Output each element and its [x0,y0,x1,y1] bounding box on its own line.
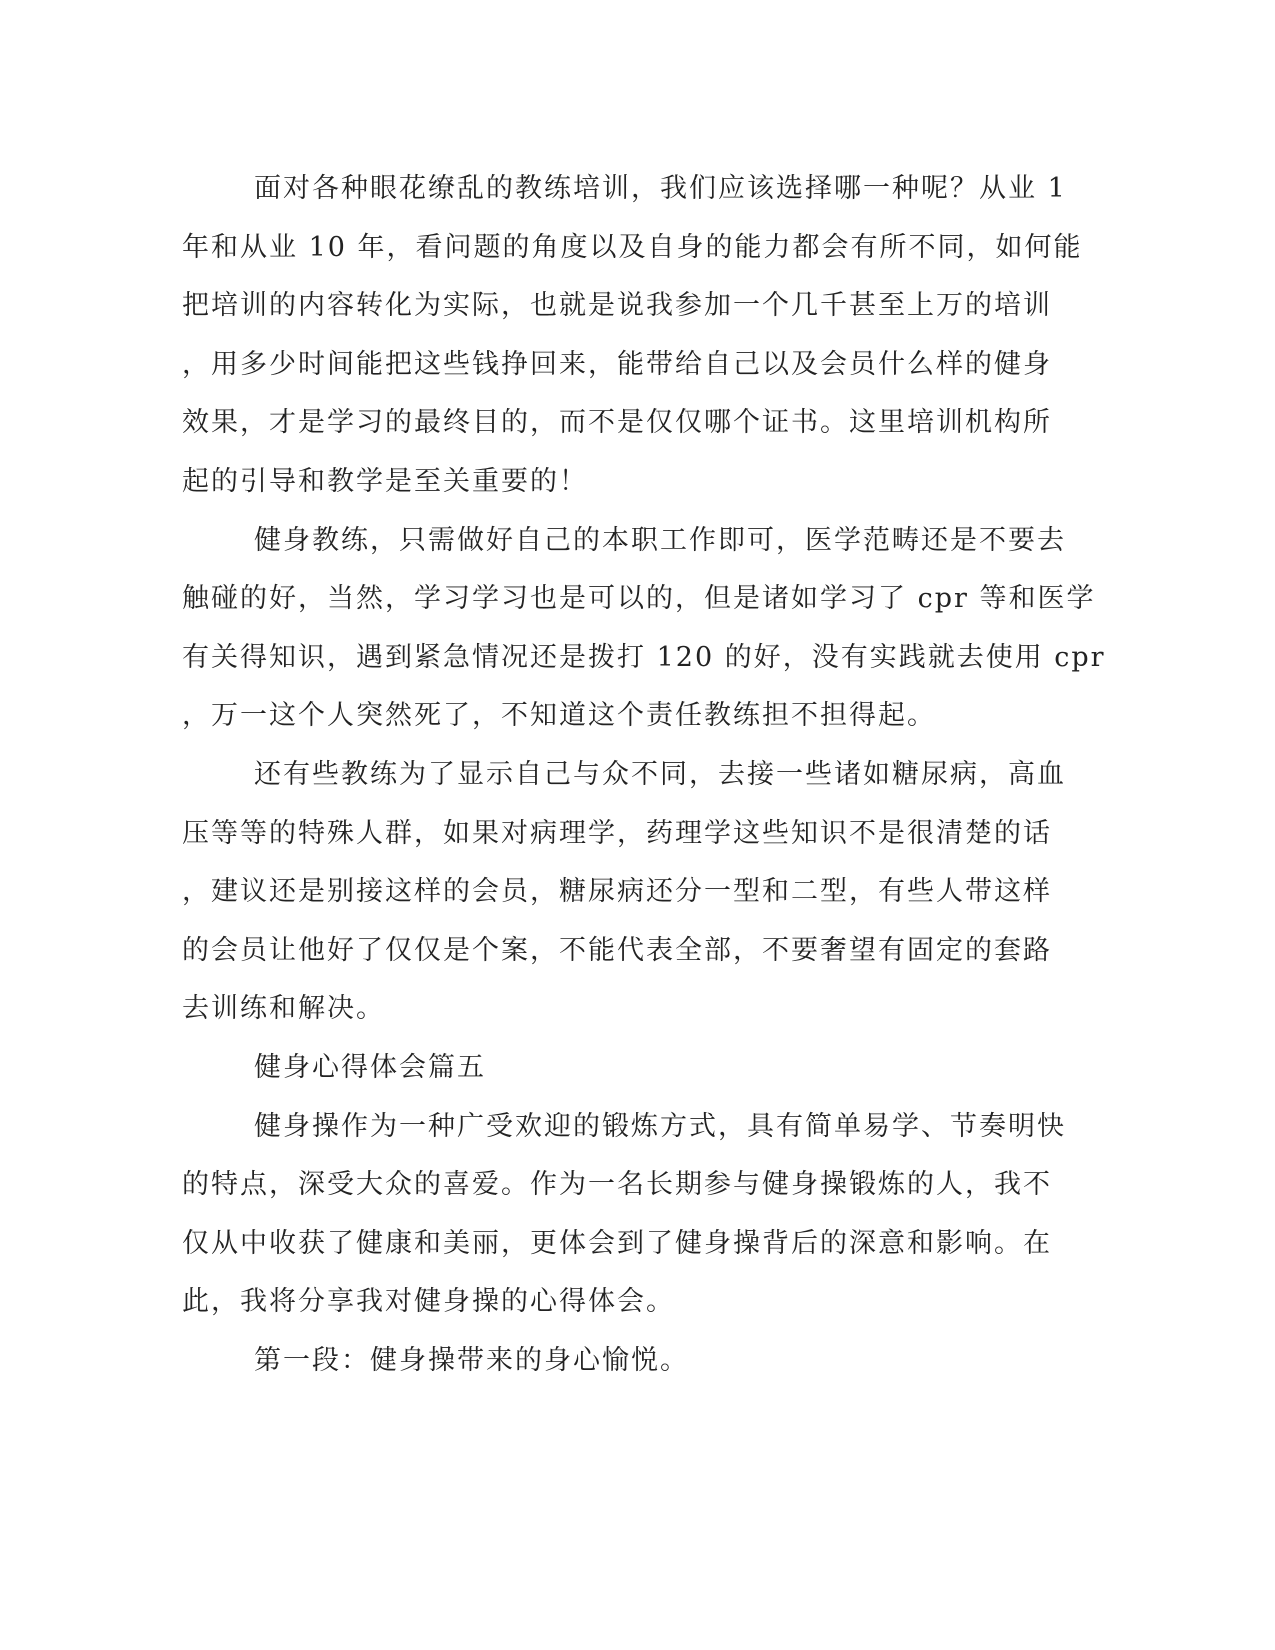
text-line: 效果，才是学习的最终目的，而不是仅仅哪个证书。这里培训机构所 [182,407,1052,439]
text-line: ，万一这个人突然死了，不知道这个责任教练担不担得起。 [182,700,936,732]
text-line: 触碰的好，当然，学习学习也是可以的，但是诸如学习了 cpr 等和医学 [182,583,1096,615]
document-body [182,160,1106,1390]
text-line: 有关得知识，遇到紧急情况还是拨打 120 的好，没有实践就去使用 cpr [182,641,1106,673]
text-line: 去训练和解决。 [182,993,385,1025]
text-line: 把培训的内容转化为实际，也就是说我参加一个几千甚至上万的培训 [182,290,1052,322]
text-line: 面对各种眼花缭乱的教练培训，我们应该选择哪一种呢？从业 1 [254,173,1067,204]
text-line: 还有些教练为了显示自己与众不同，去接一些诸如糖尿病，高血 [254,758,1066,790]
text-line: ，用多少时间能把这些钱挣回来，能带给自己以及会员什么样的健身 [182,348,1052,380]
section-heading: 健身心得体会篇五 [254,1051,486,1083]
text-line: 起的引导和教学是至关重要的！ [182,465,588,497]
text-line: 的特点，深受大众的喜爱。作为一名长期参与健身操锻炼的人，我不 [182,1169,1052,1201]
text-line: 健身操作为一种广受欢迎的锻炼方式，具有简单易学、节奏明快 [254,1110,1066,1142]
text-line: 第一段：健身操带来的身心愉悦。 [254,1344,689,1376]
text-line: 仅从中收获了健康和美丽，更体会到了健身操背后的深意和影响。在 [182,1227,1052,1259]
text-line: ，建议还是别接这样的会员，糖尿病还分一型和二型，有些人带这样 [182,876,1052,908]
text-line: 健身教练，只需做好自己的本职工作即可，医学范畴还是不要去 [254,524,1066,556]
text-line: 此，我将分享我对健身操的心得体会。 [182,1286,675,1318]
text-line: 压等等的特殊人群，如果对病理学，药理学这些知识不是很清楚的话 [182,817,1052,849]
text-line: 年和从业 10 年，看问题的角度以及自身的能力都会有所不同，如何能 [182,231,1083,263]
text-line: 的会员让他好了仅仅是个案，不能代表全部，不要奢望有固定的套路 [182,934,1052,966]
